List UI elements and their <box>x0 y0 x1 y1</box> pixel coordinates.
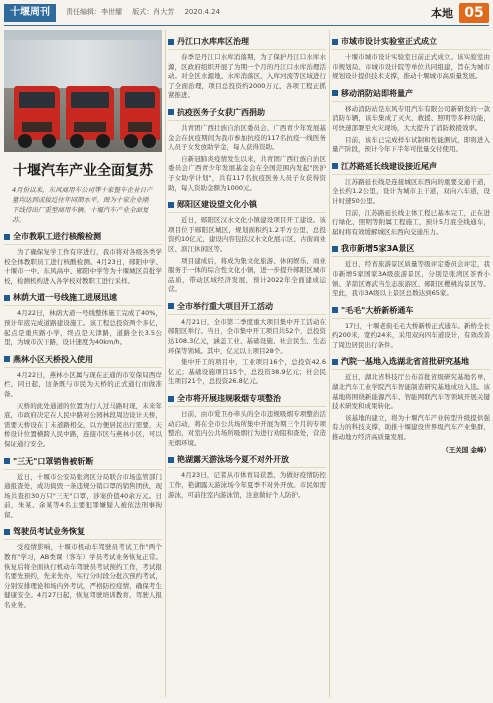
news-article <box>332 305 490 351</box>
article-paragraph: 移动消防站是东风专用汽车有限公司新研发的一款消防车辆，该车集成了灭火、救援、照明等多种功能，可快速部署至火灾现场，大大提升了消防救援效率。 <box>332 104 490 132</box>
news-article <box>168 107 326 193</box>
column-divider <box>165 30 166 697</box>
factory-building <box>4 40 162 88</box>
truck-image <box>120 86 160 140</box>
article-paragraph: 4月22日，燕林小区属与现在正通的市安保局西岸栏，同日起，这条既与市民为天桥的正式通行而做准备。 <box>4 370 162 398</box>
article-paragraph: 天桥的此处通道的位置为行人过马路时现，未来年底，市政府决定在人民中路对公园林段周边设计天桥，需要天桥设在丁未道路相交，以方便居民出行需要，天桥设计位置横跨人民中路，连接市区与燕林小区，可以保证通行安全。 <box>4 401 162 448</box>
article-headline <box>168 301 326 315</box>
square-bullet-icon <box>4 295 10 301</box>
article-paragraph: 近日，经省旅游景区质量等级评定委员会评定，我市新增5家国家3A级旅游景区，分别是张湾区茶香小镇、茅箭区赛武当生态旅游区、郧阳区樱桃沟景区等。至此，我市3A级以上景区总数达到65家。 <box>332 260 490 298</box>
headline-text: 全市教职工进行核酸检测 <box>13 232 101 241</box>
masthead-rule <box>4 25 489 26</box>
square-bullet-icon <box>4 458 10 464</box>
article-paragraph: 近日，郧阳区汉水文化小镇建设项目开工建设。该项目位于郧阳区城区，规划面积约1.2平方公里，总投资约10亿元，建设内容包括汉水文化展示区、古街商业区、滨江休闲区等。 <box>168 216 326 253</box>
article-paragraph: 日前，由市爱卫办牵头的全市违规吸烟专项整治活动启动，将在全市公共场所集中开展为期三个月的专项整治，对室内公共场所吸烟行为进行劝阻和查处，营造无烟环境。 <box>168 410 326 447</box>
article-headline <box>4 231 162 245</box>
article-paragraph: 4月23日，记者从市体育局获悉，为做好疫情防控工作，艳湖露天游泳场今年夏季不对外开放。市民如需游泳，可前往室内游泳馆，注意做好个人防护。 <box>168 471 326 499</box>
article-headline <box>332 305 490 319</box>
lead-photo-trucks <box>4 30 162 152</box>
article-paragraph: 受疫情影响，十堰市机动车驾驶员考试工作"两个教育"学习，AB类课（客车）学员考试业务恢复正常。恢复后将全面执行机动车驾驶员考试预约工作，考试报名要先预约，先来先办，实行分时段分批次预约考试，分别安排理论和场内外考试，严格防控疫情，确保考生健康安全。4月27日起，恢复驾驶培训教育、驾驶人报名业务。 <box>4 543 162 610</box>
square-bullet-icon <box>332 39 338 45</box>
article-paragraph: 该基地的建立，将为十堰汽车产业转型升级提供强有力的科技支撑，助推十堰建设世界级汽车产业集群，推动地方经济高质量发展。 <box>332 413 490 442</box>
editor-credits <box>66 7 228 17</box>
article-headline <box>332 88 490 102</box>
designer-name: 版式：肖大芳 <box>132 8 175 16</box>
lead-caption: 4月份以来，东风商用车公司等十家整车企业日产量均达到或接近往年同期水平。图为十家企业刚下线待出厂重型商用车辆。十堰汽车产业全面复苏。 <box>12 186 153 224</box>
news-article <box>4 526 162 610</box>
news-briefs <box>168 36 326 500</box>
headline-text: "毛毛"大桥新桥通车 <box>341 305 414 315</box>
headline-text: 林荫大道一号线施工进展迅速 <box>13 293 117 303</box>
square-bullet-icon <box>168 39 174 45</box>
article-byline: （王关国 金峰） <box>442 445 490 454</box>
article-paragraph: 目前，该车已完成样车试制和性能测试，即将进入量产阶段，预计今年下半年可批量交付使用。 <box>332 135 490 154</box>
headline-text: "三无"口罩销售被斩断 <box>13 456 94 466</box>
article-paragraph: 为了确保复学工作有序进行，我市将对各级各类学校全体教职员工进行核酸检测。4月23日，郧阳中学、十堰市一中、东风高中、郧阳中学等为十堰城区首批学校，检测机构进入各学校对教职工进行采样。 <box>4 248 162 285</box>
truck-image <box>14 86 60 140</box>
square-bullet-icon <box>168 396 174 402</box>
article-headline <box>4 354 162 368</box>
headline-text: 驾驶员考试业务恢复 <box>13 527 85 537</box>
headline-text: 燕林小区天桥投入使用 <box>13 354 93 364</box>
article-paragraph: 近日，十堰市公安局张湾区分局联合市场监管部门通报查处，成功捣毁一条违规分销口罩的销售团伙，现场共查扣30万只"三无"口罩，涉案价值40余万元。日前，朱某、余某等4名主要犯罪嫌疑人被依法刑事拘留。 <box>4 472 162 519</box>
square-bullet-icon <box>332 90 338 96</box>
square-bullet-icon <box>4 234 10 240</box>
headline-text: 全市举行重大项目开工活动 <box>177 301 273 311</box>
headline-text: 郧阳区建设望文化小镇 <box>177 200 257 210</box>
square-bullet-icon <box>4 356 10 362</box>
news-article <box>4 354 162 450</box>
masthead <box>0 0 493 26</box>
page-number-badge: 05 <box>459 3 489 23</box>
headline-text: 丹江口水库库区治理 <box>177 37 249 46</box>
headline-text: 全市将开展违规吸烟专项整治 <box>177 394 281 404</box>
news-article <box>332 88 490 155</box>
news-article <box>332 36 490 82</box>
issue-date: 2020.4.24 <box>184 8 221 16</box>
article-headline <box>4 456 162 470</box>
news-article <box>332 161 490 238</box>
section-title: 本地 <box>431 7 453 20</box>
column-left <box>4 30 162 699</box>
news-article <box>4 456 162 521</box>
article-headline <box>168 393 326 407</box>
brand-label: 十堰周刊 <box>4 4 56 22</box>
editor-name: 责任编辑：李世耀 <box>66 8 122 16</box>
news-article <box>168 301 326 387</box>
square-bullet-icon <box>168 303 174 309</box>
news-article <box>332 356 490 453</box>
headline-text: 汽院一基地入选湖北省首批研究基地 <box>341 357 469 367</box>
news-article <box>168 393 326 448</box>
article-headline <box>332 161 490 175</box>
news-article <box>168 36 326 101</box>
article-headline <box>332 243 490 257</box>
article-paragraph: 4月21日，全市第二季度重大项目集中开工活动在郧阳区举行。当日，全市集中开工项目共52个，总投资达108.3亿元，涵盖工业、基础设施、社会民生、生态环保等领域。其中，亿元以上项目28个。 <box>168 317 326 355</box>
article-paragraph: 近日，湖北省科技厅公布首批省级研究基地名单，湖北汽车工业学院汽车智能制造研究基地成功入选。该基地将围绕新能源汽车、智能网联汽车等领域开展关键技术研发和成果转化。 <box>332 373 490 411</box>
article-headline <box>168 107 326 121</box>
news-article <box>4 231 162 286</box>
news-article <box>4 292 162 347</box>
square-bullet-icon <box>168 457 174 463</box>
column-middle <box>168 30 326 699</box>
square-bullet-icon <box>332 307 338 313</box>
article-paragraph: 4月22日，林荫大道一号线整体施工完成了40%，预计年底完成道路建设施工。该工程总投资两个多亿，起点是重庆路小学，终点是天津路，道路全长3.5公里，为城市次干路，设计速度为40km/h。 <box>4 309 162 347</box>
news-article <box>168 454 326 500</box>
headline-text: 艳湖露天游泳场今夏不对外开放 <box>177 455 289 465</box>
news-briefs <box>332 36 490 454</box>
article-paragraph: 集中开工的项目中，工业项目16个，总投资42.6亿元；基础设施项目15个，总投资38.9亿元；社会民生项目21个，总投资26.8亿元。 <box>168 358 326 386</box>
article-headline <box>332 36 490 50</box>
news-article <box>332 243 490 298</box>
square-bullet-icon <box>332 246 338 252</box>
square-bullet-icon <box>168 109 174 115</box>
article-paragraph: 十堰市城市设计实验室日前正式成立。该实验室由市规划局、市城市设计院等单位共同组建，旨在为城市规划设计提供技术支撑，推动十堰城市高质量发展。 <box>332 53 490 81</box>
article-headline <box>4 292 162 306</box>
article-headline <box>168 199 326 213</box>
article-paragraph: 项目建成后，将成为集文化旅游、休闲娱乐、商业服务于一体的综合性文化小镇，进一步提升郧阳区城市品质，带动区域经济发展，预计2022年全面建成运营。 <box>168 256 326 294</box>
headline-text: 抗疫医务子女获广西捐助 <box>177 107 265 117</box>
square-bullet-icon <box>168 202 174 208</box>
article-paragraph: 17日，十堰老街毛毛大桥新桥正式通车。新桥全长约200米，宽约24米，采用双向四车道设计，有效改善了周边居民出行条件。 <box>332 321 490 349</box>
square-bullet-icon <box>332 163 338 169</box>
article-headline <box>168 36 326 50</box>
truck-image <box>66 86 114 140</box>
news-article <box>168 199 326 295</box>
headline-text: 江苏路延长线建设接近尾声 <box>341 161 437 171</box>
article-paragraph: 春季是丹江口水库消落期，为了保护丹江口水库水源，区政府组织开展了为期一个月的丹江口水库治理活动。对全区水源地、水库消落区、入库河流等区域进行了全面治理，项目总投资约2000万元，各项工程正抓紧推进。 <box>168 53 326 100</box>
lead-headline: 十堰汽车产业全面复苏 <box>13 163 153 179</box>
column-divider <box>329 30 330 697</box>
article-headline <box>332 356 490 370</box>
article-headline <box>168 454 326 468</box>
column-right <box>332 30 490 699</box>
headline-text: 移动消防站即将量产 <box>341 88 413 98</box>
news-briefs <box>4 231 162 611</box>
headline-text: 我市新增5家3A景区 <box>341 244 415 254</box>
square-bullet-icon <box>332 359 338 365</box>
square-bullet-icon <box>4 529 10 535</box>
article-paragraph: 目前，江苏路延长线主体工程已基本完工，正在进行绿化、照明等附属工程施工，预计5月底全线通车，届时将有效缓解城区东西向交通压力。 <box>332 208 490 236</box>
article-headline <box>4 526 162 540</box>
article-paragraph: 自新冠肺炎疫情发生以来，共青团广西壮族自治区委员会广西青少年发展基金会在全国范围内发起"医护子女助学计划"，共有117名抗疫医务人员子女获得资助，每人资助金额为1000元。 <box>168 154 326 192</box>
article-paragraph: 共青团广西壮族自治区委员会、广西青少年发展基金会在抗疫期间为我市参加抗疫的117名抗疫一线医务人员子女发放助学金，每人获得资助。 <box>168 123 326 152</box>
headline-text: 市域市设计实验室正式成立 <box>341 37 437 46</box>
article-paragraph: 江苏路延长线是连接城区东西向的重要交通干道，全长约1.2公里，设计为城市主干道，双向六车道，设计时速50公里。 <box>332 177 490 205</box>
